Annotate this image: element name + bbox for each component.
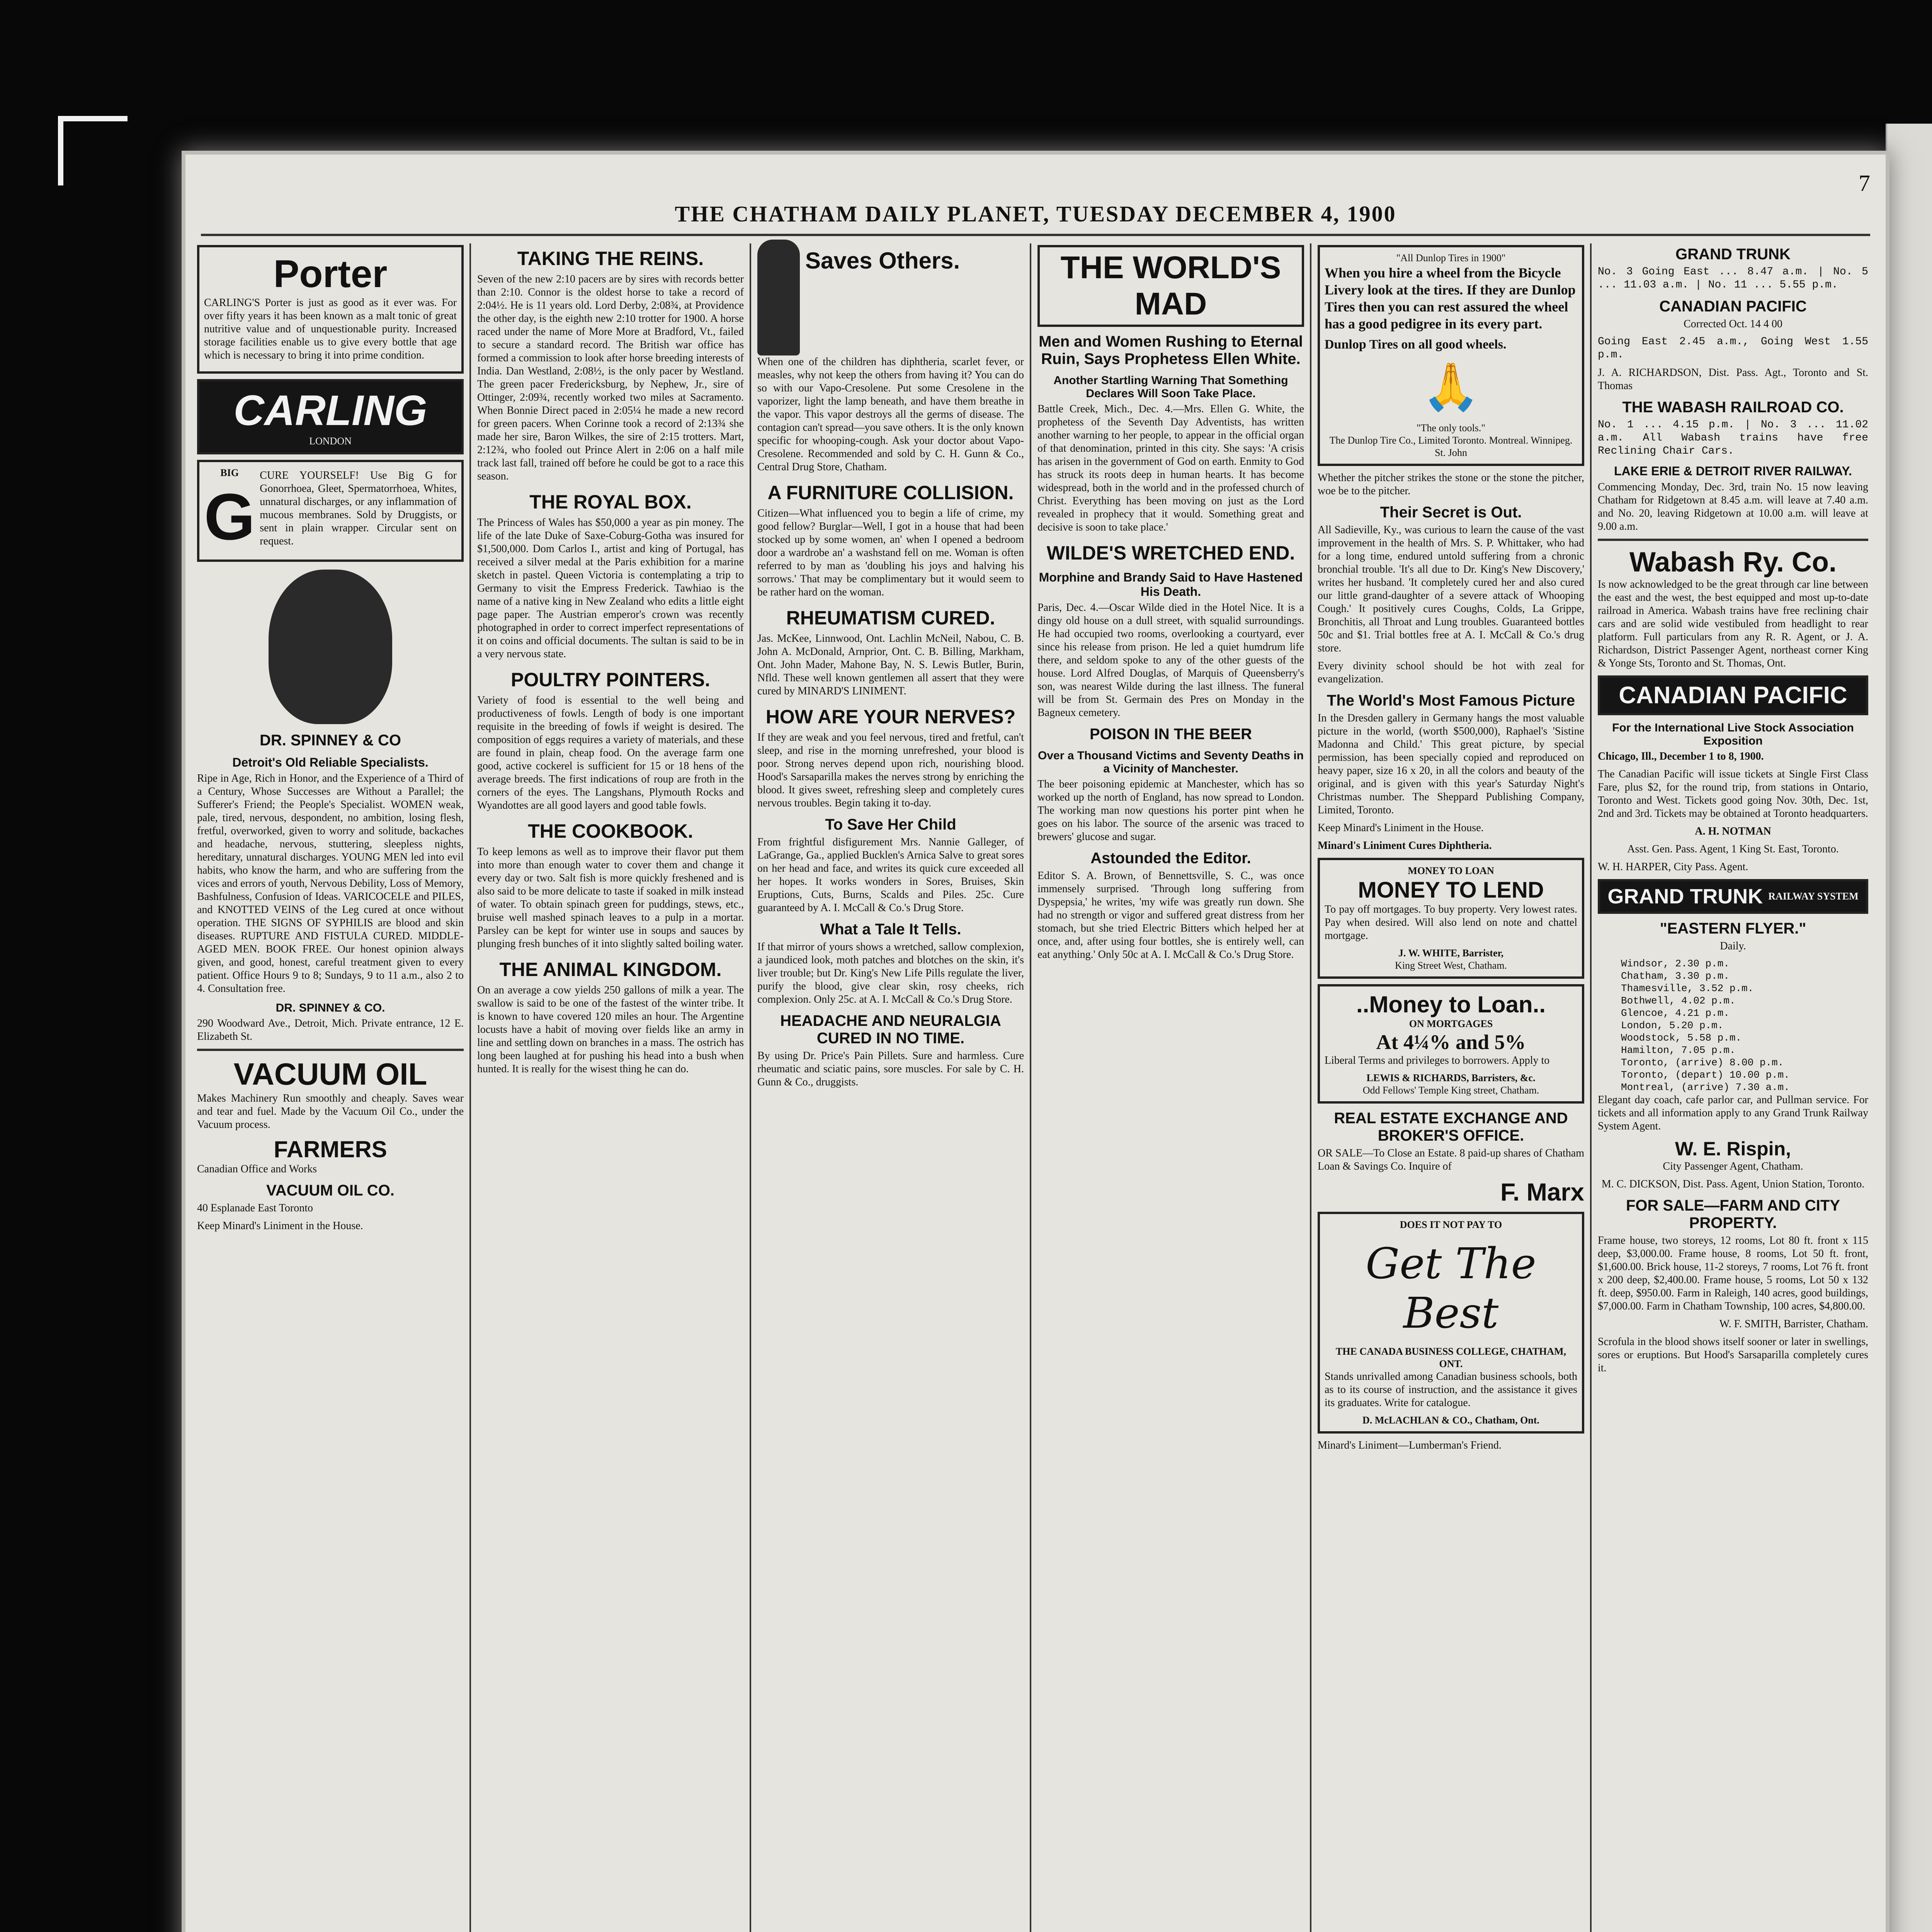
column-2 (477, 240, 744, 1932)
column-1 (197, 240, 464, 1932)
lend-person: J. W. WHITE, Barrister, (1398, 947, 1504, 959)
porter-text: CARLING'S Porter is just as good as it ever was. For over fifty years it has been known as a malt tonic of great nutritive value and of unquestionable purity. Increased storage facilities enable us to give every bottle that age which is necessary to bring it into prime condition. (204, 297, 457, 361)
headache-heading: HEADACHE AND NEURALGIA CURED IN NO TIME. (780, 1012, 1001, 1047)
ripin-title: City Passenger Agent, Chatham. (1663, 1160, 1803, 1172)
dunlop-ad (1318, 245, 1584, 466)
vacuum-text: Makes Machinery Run smoothly and cheaply. Saves wear and tear and fuel. Made by the Vacuum Oil Co., under the Vacuum process. (197, 1092, 464, 1131)
newspaper-page (182, 151, 1889, 1932)
lend-text: To pay off mortgages. To buy property. Very lowest rates. Pay when desired. Will also lend on note and chattel mortgage. (1325, 903, 1577, 942)
exchange-name: F. Marx (1500, 1178, 1584, 1206)
wabash-rr: THE WABASH RAILROAD CO. (1622, 399, 1844, 416)
secret-heading: Their Secret is Out. (1380, 504, 1522, 521)
farmers-text: Canadian Office and Works (197, 1163, 317, 1175)
dunlop-company: The Dunlop Tire Co., Limited Toronto. Montreal. Winnipeg. St. John (1329, 435, 1573, 458)
flyer-sub: Daily. (1720, 940, 1746, 952)
column-4 (1037, 240, 1304, 1932)
big-g-side: BIG (220, 467, 239, 478)
gt-schedule: No. 3 Going East ... 8.47 a.m. | No. 5 ... 11.03 a.m. | No. 11 ... 5.55 p.m. (1598, 266, 1868, 291)
exchange-text: OR SALE—To Close an Estate. 8 paid-up shares of Chatham Loan & Savings Co. Inquire of (1318, 1147, 1584, 1172)
collision-heading: A FURNITURE COLLISION. (767, 482, 1014, 503)
carling-logo-text: CARLING (233, 387, 427, 434)
crop-mark-top-left (58, 116, 128, 121)
cp-heading: CANADIAN PACIFIC (1659, 298, 1807, 315)
animal-text: On an average a cow yields 250 gallons of milk a year. The swallow is said to be one of the fastest of the winter tribe. It is known to have covered 120 miles an hour. The Argentine locusts have a habit of moving over fields like an army in line and settling down on branches in a mass. The ostrich has long been laughed at for pushing his head into a bush when hunted. It is really for the wisest thing he can do. (477, 984, 744, 1075)
grand-trunk-banner (1598, 879, 1868, 914)
doctor-address: 290 Woodward Ave., Detroit, Mich. Private entrance, 12 E. Elizabeth St. (197, 1017, 464, 1043)
canadian-agent-title: Asst. Gen. Pass. Agent, 1 King St. East, Toronto. (1627, 843, 1839, 855)
tells-text: If that mirror of yours shows a wretched, sallow complexion, a jaundiced look, moth patches and blotches on the skin, it's liver trouble; but Dr. King's New Life Pills regulate the liver, purify the blood, give clear skin, rosy cheeks, rich complexion. Only 25c. at A. I. McCall & Co.'s Drug Store. (757, 941, 1024, 1005)
sale-agent: W. F. SMITH, Barrister, Chatham. (1719, 1318, 1868, 1330)
picture-heading: The World's Most Famous Picture (1327, 692, 1575, 709)
timetable-row: London, 5.20 p.m. (1621, 1020, 1724, 1031)
cp-sub: Corrected Oct. 14 4 00 (1684, 318, 1782, 330)
column-rule (1030, 243, 1031, 1932)
rheumatism-text: Jas. McKee, Linnwood, Ont. Lachlin McNeil, Nabou, C. B. John A. McDonald, Arnprior, Ont. C. B. Billing, Markham, Ont. John Mader, Mahone Bay, N. S. Lewis Butler, Burin, Nfld. These well known gentlemen all assert that they were cured by MINARD'S LINIMENT. (757, 633, 1024, 697)
timetable-row: Toronto, (arrive) 8.00 p.m. (1621, 1057, 1784, 1068)
dunlop-badge: "All Dunlop Tires in 1900" (1396, 252, 1506, 264)
reins-heading: TAKING THE REINS. (517, 248, 704, 269)
doctor-address-name: DR. SPINNEY & CO. (276, 1002, 385, 1014)
timetable-row: Hamilton, 7.05 p.m. (1621, 1044, 1736, 1056)
lend-ad (1318, 858, 1584, 979)
mad-text: Battle Creek, Mich., Dec. 4.—Mrs. Ellen G. White, the prophetess of the Seventh Day Adventists, has written another warning to her people, to appear in the official organ of that denomination, printed in this city. She says: 'A crisis has arisen in the government of God on earth. Enmity to God has struck its roots deep in human hearts. It has become widespread, both in the world and in the professed church of Christ. Everything has been moving on just as the Lord revealed in prophecy that it would. Something great and decisive is soon to take place.' (1037, 403, 1304, 533)
wabash-schedule: No. 1 ... 4.15 p.m. | No. 3 ... 11.02 a.m. All Wabash trains have free Reclining Chair Cars. (1598, 419, 1868, 457)
gtr-side: RAILWAY SYSTEM (1768, 891, 1859, 902)
masthead-rule (201, 234, 1870, 236)
canadian-text: The Canadian Pacific will issue tickets at Single First Class Fare, plus $2, for the round trip, from stations in Ontario, Toronto and West. Tickets good going Nov. 30th, Dec. 1st, 2nd and 3rd. Tickets may be obtained at Toronto headquarters. (1598, 768, 1868, 820)
column-rule (1590, 243, 1592, 1932)
exchange-heading: REAL ESTATE EXCHANGE AND BROKER'S OFFICE. (1334, 1110, 1568, 1144)
praying-hands-icon: 🙏 (1422, 361, 1480, 413)
doctor-portrait (269, 570, 392, 724)
collision-text: Citizen—What influenced you to begin a life of crime, my good fellow? Burglar—Well, I got in a house that had been stocked up by some women, an' when I opened a bedroom door a wardrobe an' a washstand fell on me. Woman is often referred to by man as 'doubling his joys and halving his sorrows.' That may be complimentary but it would seem to be rather hard on the woman. (757, 507, 1024, 598)
minards-house: Keep Minard's Liniment in the House. (1318, 822, 1484, 834)
poultry-text: Variety of food is essential to the well being and productiveness of fowls. Length of body is one important requisite in the breeding of fowls if weight is desired. The composition of eggs requires a variety of materials, and these are found in plain, cheap food. On the average farm one good, active cockerel is sufficient for 15 or 18 hens of the average breeds. The first indications of roup are froth in the corners of the eyes. The Langshans, Plymouth Rocks and Wyandottes are all good layers and good table fowls. (477, 694, 744, 811)
column-rule (469, 243, 471, 1932)
loan-sub: ON MORTGAGES (1409, 1018, 1493, 1029)
timetable-row: Toronto, (depart) 10.00 p.m. (1621, 1069, 1790, 1081)
dickson-text: M. C. DICKSON, Dist. Pass. Agent, Union Station, Toronto. (1601, 1178, 1865, 1190)
column-6 (1598, 240, 1868, 1932)
evangel-text: Every divinity school should be hot with zeal for evangelization. (1318, 660, 1584, 685)
timetable-row: Glencoe, 4.21 p.m. (1621, 1007, 1730, 1019)
wabash-text: Is now acknowledged to be the great through car line between the east and the west, the best equipped and most up-to-date railroad in America. Wabash trains have free reclining chair cars and are solid wide vestibuled from headlight to rear platform. Full particulars from any R. R. Agent, or J. A. Richardson, District Passenger Agent, northeast corner King & Yonge Sts, Toronto and St. Thomas, Ont. (1598, 578, 1868, 669)
child-heading: To Save Her Child (825, 816, 956, 833)
page-number: 7 (1859, 170, 1870, 196)
minards-bottom: Minard's Liniment—Lumberman's Friend. (1318, 1439, 1502, 1451)
canadian-city-agent: W. H. HARPER, City Pass. Agent. (1598, 861, 1748, 873)
vacuum-heading: VACUUM OIL (233, 1057, 427, 1091)
canadian-heading: CANADIAN PACIFIC (1619, 682, 1847, 709)
cookbook-heading: THE COOKBOOK. (528, 820, 693, 842)
doctor-name: DR. SPINNEY & CO (260, 732, 401, 749)
gt-heading: GRAND TRUNK (1675, 246, 1791, 263)
farmers-heading: FARMERS (274, 1136, 387, 1162)
lend-address: King Street West, Chatham. (1395, 960, 1507, 971)
porter-heading: Porter (273, 252, 388, 296)
wilde-subhead: Morphine and Brandy Said to Have Hastened His Death. (1039, 570, 1303, 599)
minards-ad: Keep Minard's Liniment in the House. (197, 1220, 363, 1232)
sale-heading: FOR SALE—FARM AND CITY PROPERTY. (1626, 1197, 1840, 1231)
poison-subhead: Over a Thousand Victims and Seventy Deaths in a Vicinity of Manchester. (1038, 749, 1304, 775)
reins-text: Seven of the new 2:10 pacers are by sires with records better than 2:10. Connor is the oldest horse to take a record of 2:04½. He is 11 years old. Lord Derby, 2:08¾, at Providence the other day, is the eighth new 2:10 trotter for 1900. A horse raced under the name of More More at Bradford, Vt., failed to secure a standard record. The British war office has formed a commission to look after horse breeding interests of India. Dan Westland, 2:08½, is the only pacer by Westland. The green pacer Fredericksburg, by Nephew, Jr., sire of Ottinger, 2:09¾, recently worked two miles at Sacramento. When Bonnie Direct paced in 2:05¼ he made a new record for green pacers. When Corinne took a record of 2:13¾ she made her sire, Baron Wilkes, the sire of 2:15 trotters. Mart, 2:12¾, who fooled out Prince Alert in 2:06 on a half mile track last fall, trained off before he could be got to a race this season. (477, 273, 744, 482)
doctor-text: Ripe in Age, Rich in Honor, and the Experience of a Third of a Century, Whose Successes are Without a Parallel; the Sufferer's Friend; the People's Specialist. WOMEN weak, pale, tired, nervous, despondent, no ambition, losing flesh, fretful, overworked, given to worry and solitude, backaches and headache, nervous, stuttering, sleepless nights, hereditary, unnatural discharges. YOUNG MEN led into evil habits, who know the harm, and who are suffering from the vices and errors of youth, Nervous Debility, Loss of Memory, Bashfulness, Confusion of Ideas. VARICOCELE and PILES, and KNOTTED VEINS of the Leg cured at once without operation. THE SIGNS OF SYPHILIS are blood and skin diseases. RUPTURE AND FISTULA CURED. MIDDLE-AGED MEN. BOOK FREE. Our honest opinion always given, and good, honest, careful treatment given to every patient. Office Hours 9 to 8; Sundays, 9 to 11 a.m., also 2 to 4. Consultation free. (197, 772, 464, 995)
mad-subhead: Men and Women Rushing to Eternal Ruin, Says Prophetess Ellen White. (1039, 333, 1303, 367)
loan-text: Liberal Terms and privileges to borrowers. Apply to (1325, 1054, 1550, 1066)
scrofula-text: Scrofula in the blood shows itself sooner or later in swellings, sores or eruptions. But Hood's Sarsaparilla completely cures it. (1598, 1336, 1868, 1374)
divider (197, 1049, 464, 1051)
column-5 (1318, 240, 1584, 1932)
worlds-mad-headline (1037, 245, 1304, 327)
nerves-text: If they are weak and you feel nervous, tired and fretful, can't sleep, and rise in the morning unrefreshed, your blood is poor. Strong nerves depend upon rich, nourishing blood. Hood's Sarsaparilla makes the nerves strong by enriching the blood. It gives sweet, refreshing sleep and completely cures nervous troubles. Begin taking it to-day. (757, 731, 1024, 809)
poison-text: The beer poisoning epidemic at Manchester, which has so worked up the north of England, has now spread to London. The working man now questions his porter pint when he goes on his labor. The source of the arsenic was traced to brewers' glucose and sugar. (1037, 778, 1304, 843)
child-text: From frightful disfigurement Mrs. Nannie Galleger, of LaGrange, Ga., applied Bucklen's Arnica Salve to great sores on her head and face, and writes its quick cure exceeded all her hopes. It works wonders in Sores, Bruises, Skin Eruptions, Cuts, Burns, Scalds and Piles. 25c. Cure guaranteed by A. I. McCall & Co.'s Drug Store. (757, 836, 1024, 914)
poultry-heading: POULTRY POINTERS. (511, 669, 710, 690)
editor-text: Editor S. A. Brown, of Bennettsville, S. C., was once immensely surprised. 'Through long suffering from Dyspepsia,' he writes, 'my wife was greatly run down. She had no strength or vigor and suffered great distress from her stomach, but she tried Electric Bitters which helped her at once, and, after using four bottles, she is entirely well, can eat anything.' Only 50c at A. I. McCall & Co.'s Drug Store. (1037, 870, 1304, 961)
loan-ad (1318, 984, 1584, 1104)
next-page-edge (1886, 124, 1932, 1932)
tells-heading: What a Tale It Tells. (820, 921, 961, 938)
mad-deck: Another Startling Warning That Something Declares Will Soon Take Place. (1053, 374, 1288, 400)
dunlop-sub: Dunlop Tires on all good wheels. (1325, 337, 1507, 352)
poison-heading: POISON IN THE BEER (1089, 726, 1252, 743)
cresolene-text: When one of the children has diphtheria, scarlet fever, or measles, why not keep the others from having it? You can do so with our Vapo-Cresolene. Put some Cresolene in the vaporizer, light the lamp beneath, and have them breathe in the vapor. This vapor destroys all the germs of disease. The contagion can't spread—you save others. It is the only known specific for whooping-cough. Ask your doctor about Vapo-Cresolene. Recommended and sold by C. H. Gunn & Co., Central Drug Store, Chatham. (757, 356, 1024, 473)
big-g-text: CURE YOURSELF! Use Big G for Gonorrhoea, Gleet, Spermatorrhoea, Whites, unnatural discharges, or any inflammation of mucous membranes. Sold by Druggists, or sent in plain wrapper. Circular sent on request. (260, 469, 457, 547)
canadian-dates: Chicago, Ill., December 1 to 8, 1900. (1598, 750, 1764, 762)
carling-logo (197, 379, 464, 454)
royal-heading: THE ROYAL BOX. (529, 491, 692, 513)
sale-text: Frame house, two storeys, 12 rooms, Lot 80 ft. front x 115 deep, $3,000.00. Frame house, 8 rooms, Lot 50 ft. front, $1,600.00. Brick house, 11-2 storeys, 7 rooms, Lot 76 ft. front x 200 deep, $2,400.00. Frame house, 5 rooms, Lot 50 x 132 ft. deep, $950.00. Farm in Raleigh, 140 acres, good buildings, $7,000.00. Farm in Chatham Township, 100 acres, $4,800.00. (1598, 1235, 1868, 1312)
canadian-sub: For the International Live Stock Association Exposition (1612, 721, 1854, 747)
college-text: Stands unrivalled among Canadian business schools, both as to its course of instruction, and the assistance it gives its graduates. Write for catalogue. (1325, 1371, 1577, 1409)
flyer-heading: "EASTERN FLYER." (1660, 920, 1806, 937)
wilde-text: Paris, Dec. 4.—Oscar Wilde died in the Hotel Nice. It is a dingy old house on a dull street, with squalid surroundings. He had occupied two rooms, overlooking a courtyard, ever since his release from prison. He led a quiet humdrum life there, and seldom spoke to any of the other guests of the house. Lord Alfred Douglas, of Marquis of Queensberry's son, was nearest Wilde during the last illness. The funeral will be from St. Germain des Pres on Monday in the Bagneux cemetery. (1037, 602, 1304, 719)
wilde-heading: WILDE'S WRETCHED END. (1046, 542, 1295, 564)
flyer-note: Elegant day coach, cafe parlor car, and Pullman service. For tickets and all information apply to any Grand Trunk Railway System Agent. (1598, 1094, 1868, 1132)
timetable-row: Montreal, (arrive) 7.30 a.m. (1621, 1082, 1790, 1093)
minards-diphtheria: Minard's Liniment Cures Diphtheria. (1318, 840, 1492, 852)
college-ad (1318, 1212, 1584, 1434)
college-script: Get The Best (1366, 1239, 1536, 1338)
nerves-heading: HOW ARE YOUR NERVES? (765, 706, 1016, 728)
column-3 (757, 240, 1024, 1932)
divider (1598, 539, 1868, 541)
canadian-pacific-banner (1598, 675, 1868, 715)
timetable-row: Thamesville, 3.52 p.m. (1621, 983, 1754, 994)
secret-text: All Sadieville, Ky., was curious to learn the cause of the vast improvement in the health of Mrs. S. P. Whittaker, who had for a long time, endured untold suffering from a chronic bronchial trouble. 'It's all due to Dr. King's New Discovery,' writes her husband. 'It completely cured her and also cured our little grand-daughter of a severe attack of Whooping Cough.' It positively cures Coughs, Colds, La Grippe, Bronchitis, all Throat and Lung troubles. Guaranteed bottles 50c and $1. Trial bottles free at A. I. McCall & Co.'s drug store. (1318, 524, 1584, 654)
editor-heading: Astounded the Editor. (1090, 850, 1251, 867)
cresolene-ad (757, 240, 1024, 355)
vaporizer-lamp-icon (757, 240, 800, 355)
picture-text: In the Dresden gallery in Germany hangs the most valuable picture in the world, (worth $500,000), Raphael's 'Sistine Madonna and Child.' This great picture, by special permission, has been specially copied and reproduced on heavy paper, size 16 x 20, in all the colors and beauty of the original, and is given with this year's Saturday Night's Christmas number. The Sheppard Publishing Company, Limited, Toronto. (1318, 712, 1584, 816)
crop-mark-top-left (58, 116, 63, 185)
loan-address: Odd Fellows' Temple King street, Chatham. (1362, 1085, 1539, 1096)
loan-heading: ..Money to Loan.. (1356, 992, 1546, 1017)
cp-agent: J. A. RICHARDSON, Dist. Pass. Agt., Toronto and St. Thomas (1598, 367, 1868, 392)
masthead: THE CHATHAM DAILY PLANET, TUESDAY DECEMBER 4, 1900 (675, 201, 1396, 226)
lend-heading: MONEY TO LEND (1358, 878, 1544, 903)
animal-heading: THE ANIMAL KINGDOM. (499, 959, 722, 980)
cresolene-heading: Saves Others. (805, 248, 960, 274)
vacuum-address: 40 Esplanade East Toronto (197, 1202, 313, 1214)
timetable-row: Chatham, 3.30 p.m. (1621, 970, 1730, 982)
loan-rates: At 4¼% and 5% (1376, 1031, 1526, 1054)
money-label: MONEY TO LOAN (1408, 865, 1494, 876)
gtr-heading: GRAND TRUNK (1607, 885, 1763, 908)
flyer-timetable (1598, 957, 1868, 1094)
timetable-row: Bothwell, 4.02 p.m. (1621, 995, 1736, 1007)
cp-schedule: Going East 2.45 a.m., Going West 1.55 p.m. (1598, 336, 1868, 361)
big-g-letter: G (204, 480, 255, 554)
vacuum-company: VACUUM OIL CO. (266, 1182, 395, 1199)
ripin-name: W. E. Rispin, (1675, 1138, 1791, 1160)
pitcher-text: Whether the pitcher strikes the stone or the stone the pitcher, woe be to the pitcher. (1318, 472, 1584, 497)
timetable-row: Windsor, 2.30 p.m. (1621, 958, 1730, 969)
rheumatism-heading: RHEUMATISM CURED. (786, 607, 995, 629)
college-principal: D. McLACHLAN & CO., Chatham, Ont. (1362, 1415, 1539, 1426)
dunlop-heading: When you hire a wheel from the Bicycle Livery look at the tires. If they are Dunlop Tires then you can rest assured the wheel has a good pedigree in its every part. (1325, 265, 1576, 332)
big-g-ad (197, 460, 464, 562)
mad-heading: THE WORLD'S MAD (1060, 250, 1281, 321)
timetable-row: Woodstock, 5.58 p.m. (1621, 1032, 1742, 1044)
erie-heading: LAKE ERIE & DETROIT RIVER RAILWAY. (1614, 464, 1852, 478)
erie-text: Commencing Monday, Dec. 3rd, train No. 15 now leaving Chatham for Ridgetown at 8.45 a.m. will leave at 7.40 a.m. and No. 20, leaving Ridgetown at 10.00 a.m. will leave at 9.00 a.m. (1598, 481, 1868, 532)
royal-text: The Princess of Wales has $50,000 a year as pin money. The life of the late Duke of Saxe-Coburg-Gotha was insured for $1,500,000. Dom Carlos I., artist and king of Portugal, has received a silver medal at the Paris exhibition for a marine sketch in pastel. Queen Victoria is contemplating a trip to Germany to visit the Empress Frederick. Tawhiao is the name of a native king in New Zealand who edits a little eight page paper. The Austrian emperor's crown was recently photographed in order to correct imperfect representations of it on coins and official documents. The sultan is said to be in a very nervous state. (477, 517, 744, 660)
college-name: THE CANADA BUSINESS COLLEGE, CHATHAM, ONT. (1335, 1346, 1566, 1369)
column-rule (1310, 243, 1311, 1932)
column-rule (750, 243, 751, 1932)
cookbook-text: To keep lemons as well as to improve their flavor put them into more than enough water to cover them and change it every day or two. Salt fish is more quickly freshened and is also said to be more delicate to taste if soaked in milk instead of water. To obtain spinach green for puddings, stews, etc., bruise well mashed spinach leaves to a pulp in a mortar. Parsley can be kept for winter use in soups and sauces by plunging fresh bunches of it into slightly salted boiling water. (477, 846, 744, 950)
porter-ad (197, 245, 464, 374)
headache-text: By using Dr. Price's Pain Pillets. Sure and harmless. Cure rheumatic and sciatic pains, sore muscles. For sale by C. H. Gunn & Co., druggists. (757, 1050, 1024, 1088)
doctor-tagline: Detroit's Old Reliable Specialists. (232, 755, 429, 769)
loan-firm: LEWIS & RICHARDS, Barristers, &c. (1366, 1072, 1536, 1083)
wabash-heading: Wabash Ry. Co. (1629, 547, 1837, 578)
college-tagline: DOES IT NOT PAY TO (1400, 1219, 1502, 1230)
carling-city: LONDON (309, 435, 352, 447)
dunlop-slogan: "The only tools." (1417, 422, 1485, 434)
canadian-agent: A. H. NOTMAN (1695, 825, 1771, 837)
